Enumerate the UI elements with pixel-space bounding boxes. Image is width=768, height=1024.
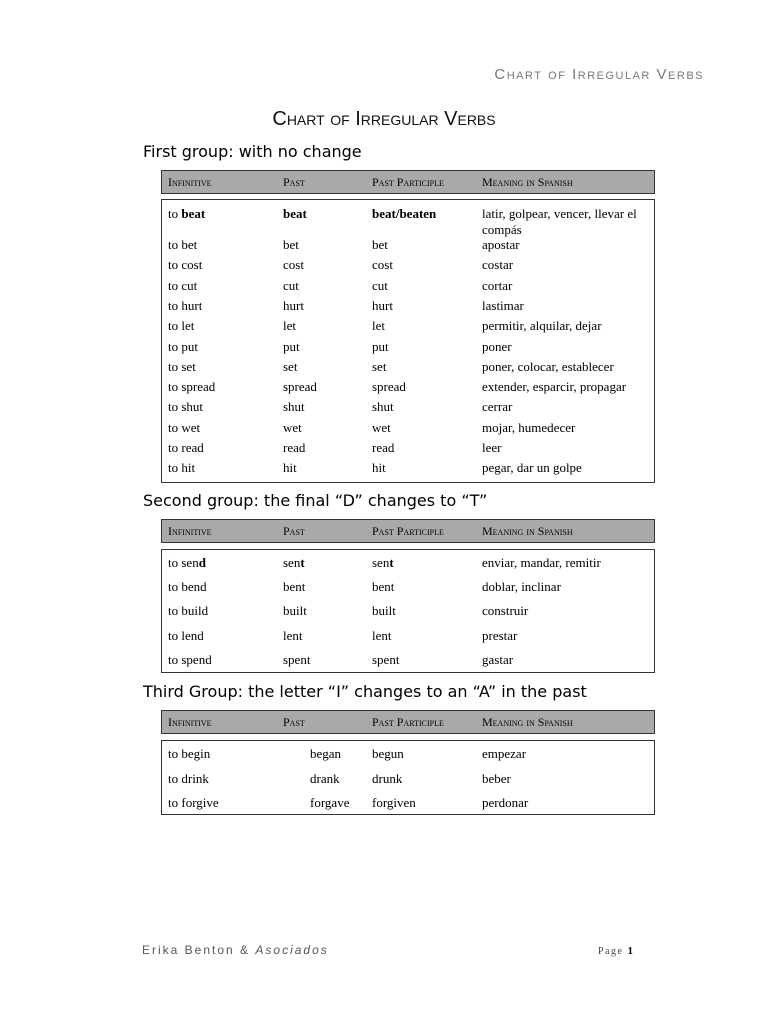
cell-past-participle: spent bbox=[372, 651, 400, 667]
table-row bbox=[162, 746, 654, 771]
infinitive-prefix: to bbox=[168, 419, 182, 435]
cell-past: built bbox=[283, 603, 307, 619]
cell-meaning: costar bbox=[482, 257, 514, 273]
infinitive-verb: build bbox=[181, 603, 209, 619]
footer-page bbox=[598, 945, 634, 957]
table-row bbox=[162, 579, 654, 603]
table-row bbox=[162, 795, 654, 820]
cell-meaning: poner bbox=[482, 338, 512, 354]
infinitive-prefix: to bbox=[168, 440, 182, 455]
cell-past: bet bbox=[283, 237, 299, 252]
cell-meaning: doblar, inclinar bbox=[482, 579, 561, 595]
cell-past-participle: hit bbox=[372, 460, 386, 476]
table-row bbox=[162, 460, 654, 480]
infinitive-prefix: to bbox=[168, 237, 182, 252]
table-row bbox=[162, 237, 654, 257]
cell-meaning: beber bbox=[482, 770, 511, 786]
cell-infinitive bbox=[168, 746, 210, 762]
cell-infinitive bbox=[168, 579, 207, 595]
cell-infinitive bbox=[168, 257, 202, 273]
infinitive-verb: cut bbox=[181, 277, 198, 293]
group-1-table bbox=[161, 199, 655, 483]
table-row bbox=[162, 278, 654, 298]
infinitive-verb: cost bbox=[181, 257, 203, 273]
table-row bbox=[162, 318, 654, 338]
infinitive-verb: read bbox=[181, 440, 204, 455]
infinitive-prefix: to bbox=[168, 579, 182, 595]
infinitive-prefix: to bbox=[168, 257, 182, 273]
cell-infinitive bbox=[168, 795, 219, 811]
cell-past-participle: spread bbox=[372, 379, 406, 395]
footer-page-label: Page bbox=[598, 946, 628, 957]
cell-past bbox=[283, 555, 305, 571]
cell-meaning: poner, colocar, establecer bbox=[482, 358, 614, 374]
cell-meaning: leer bbox=[482, 440, 502, 455]
cell-past: bent bbox=[283, 579, 306, 595]
infinitive-verb: begin bbox=[181, 746, 211, 761]
cell-infinitive bbox=[168, 237, 197, 253]
infinitive-verb: set bbox=[181, 358, 196, 374]
cell-meaning: perdonar bbox=[482, 795, 529, 810]
infinitive-verb: forgive bbox=[181, 795, 219, 810]
cell-infinitive bbox=[168, 298, 202, 314]
infinitive-prefix: to bbox=[168, 358, 182, 374]
cell-infinitive bbox=[168, 628, 204, 644]
cell-past: lent bbox=[283, 627, 303, 643]
cell-past-participle: put bbox=[372, 338, 389, 354]
cell-past: put bbox=[283, 338, 300, 354]
group-2-table bbox=[161, 549, 655, 673]
cell-past-participle: drunk bbox=[372, 770, 403, 786]
footer-company: Asociados bbox=[255, 943, 329, 957]
cell-past: let bbox=[283, 318, 296, 334]
infinitive-prefix: to bbox=[168, 206, 182, 221]
cell-infinitive bbox=[168, 460, 195, 476]
infinitive-verb: spread bbox=[181, 379, 216, 395]
footer-author bbox=[142, 943, 329, 957]
infinitive-prefix: to bbox=[168, 770, 182, 786]
header-past: Past bbox=[283, 175, 305, 189]
table-row bbox=[162, 257, 654, 277]
cell-infinitive bbox=[168, 399, 203, 415]
header-meaning: Meaning in Spanish bbox=[482, 524, 573, 538]
group-2-heading: Second group: the final “D” changes to “T” bbox=[143, 491, 488, 510]
infinitive-verb: hit bbox=[181, 460, 196, 476]
cell-past-participle: cut bbox=[372, 277, 388, 293]
infinitive-verb: bet bbox=[181, 237, 198, 252]
cell-past-participle: set bbox=[372, 358, 387, 374]
cell-past-participle: let bbox=[372, 318, 385, 334]
header-past: Past bbox=[283, 715, 305, 729]
cell-meaning: cortar bbox=[482, 277, 513, 293]
infinitive-prefix: to bbox=[168, 795, 182, 810]
footer-author-name: Erika Benton & bbox=[142, 943, 256, 957]
cell-meaning: apostar bbox=[482, 237, 520, 252]
past-stem: sen bbox=[283, 555, 301, 570]
header-infinitive: Infinitive bbox=[168, 715, 212, 729]
header-past-participle: Past Participle bbox=[372, 524, 444, 538]
cell-past: wet bbox=[283, 419, 302, 435]
group-3-table bbox=[161, 740, 655, 815]
cell-past-participle: bent bbox=[372, 579, 395, 595]
group-1-heading: First group: with no change bbox=[143, 142, 362, 161]
infinitive-prefix: to bbox=[168, 460, 182, 476]
infinitive-verb: let bbox=[181, 318, 195, 334]
table-row bbox=[162, 603, 654, 627]
cell-infinitive bbox=[168, 440, 204, 456]
cell-past-participle: built bbox=[372, 603, 396, 619]
cell-past: began bbox=[310, 746, 342, 761]
cell-meaning: pegar, dar un golpe bbox=[482, 460, 582, 476]
pp-stem: sen bbox=[372, 555, 390, 570]
cell-past: shut bbox=[283, 399, 305, 415]
infinitive-verb: beat bbox=[181, 206, 206, 221]
cell-meaning: permitir, alquilar, dejar bbox=[482, 318, 602, 334]
infinitive-verb: shut bbox=[181, 399, 204, 415]
cell-past: beat bbox=[283, 206, 307, 221]
cell-meaning: gastar bbox=[482, 651, 514, 667]
cell-past-participle: lent bbox=[372, 627, 392, 643]
infinitive-verb: d bbox=[198, 555, 206, 570]
table-row bbox=[162, 771, 654, 796]
header-meaning: Meaning in Spanish bbox=[482, 715, 573, 729]
cell-past: spent bbox=[283, 651, 311, 667]
cell-meaning: empezar bbox=[482, 746, 527, 761]
group-3-heading: Third Group: the letter “I” changes to an “A” in the past bbox=[143, 682, 587, 701]
cell-past: drank bbox=[310, 770, 340, 786]
infinitive-prefix: to bbox=[168, 746, 182, 761]
cell-meaning: mojar, humedecer bbox=[482, 419, 576, 435]
infinitive-prefix: to bbox=[168, 651, 182, 667]
infinitive-prefix: to bbox=[168, 338, 182, 354]
table-row bbox=[162, 379, 654, 399]
cell-infinitive bbox=[168, 771, 209, 787]
cell-infinitive bbox=[168, 339, 198, 355]
cell-meaning: prestar bbox=[482, 627, 518, 643]
header-past: Past bbox=[283, 524, 305, 538]
cell-meaning: cerrar bbox=[482, 399, 513, 415]
cell-infinitive bbox=[168, 420, 200, 436]
cell-past: hurt bbox=[283, 297, 304, 313]
group-3-table-header bbox=[161, 710, 655, 734]
document-title: Chart of Irregular Verbs bbox=[272, 108, 496, 130]
header-past-participle: Past Participle bbox=[372, 715, 444, 729]
cell-past: spread bbox=[283, 379, 317, 395]
infinitive-prefix: to sen bbox=[168, 555, 199, 570]
cell-infinitive bbox=[168, 318, 194, 334]
infinitive-verb: lend bbox=[181, 627, 204, 643]
infinitive-verb: put bbox=[181, 338, 198, 354]
cell-past: forgave bbox=[310, 795, 350, 810]
cell-infinitive bbox=[168, 359, 196, 375]
cell-past: cut bbox=[283, 277, 299, 293]
cell-past-participle: hurt bbox=[372, 297, 393, 313]
infinitive-verb: wet bbox=[181, 419, 201, 435]
infinitive-prefix: to bbox=[168, 277, 182, 293]
cell-past-participle: cost bbox=[372, 257, 393, 273]
table-row bbox=[162, 359, 654, 379]
header-meaning: Meaning in Spanish bbox=[482, 175, 573, 189]
table-row bbox=[162, 399, 654, 419]
cell-past-participle: read bbox=[372, 440, 395, 455]
table-row bbox=[162, 420, 654, 440]
table-row bbox=[162, 298, 654, 318]
cell-past-participle: wet bbox=[372, 419, 391, 435]
infinitive-verb: hurt bbox=[181, 297, 203, 313]
group-2-table-header bbox=[161, 519, 655, 543]
cell-meaning: enviar, mandar, remitir bbox=[482, 555, 601, 570]
cell-past-participle: begun bbox=[372, 746, 404, 761]
infinitive-prefix: to bbox=[168, 603, 182, 619]
infinitive-prefix: to bbox=[168, 627, 182, 643]
header-past-participle: Past Participle bbox=[372, 175, 444, 189]
cell-past-participle bbox=[372, 555, 394, 571]
infinitive-prefix: to bbox=[168, 318, 182, 334]
header-infinitive: Infinitive bbox=[168, 524, 212, 538]
cell-meaning: lastimar bbox=[482, 297, 524, 313]
cell-past: read bbox=[283, 440, 306, 455]
cell-infinitive bbox=[168, 603, 208, 619]
table-row bbox=[162, 628, 654, 652]
infinitive-prefix: to bbox=[168, 399, 182, 415]
infinitive-verb: spend bbox=[181, 651, 212, 667]
cell-past: hit bbox=[283, 460, 297, 476]
cell-past-participle: bet bbox=[372, 237, 388, 252]
pp-ending: t bbox=[389, 555, 394, 570]
cell-past-participle: forgiven bbox=[372, 795, 416, 810]
cell-past: cost bbox=[283, 257, 304, 273]
header-infinitive: Infinitive bbox=[168, 175, 212, 189]
running-head: Chart of Irregular Verbs bbox=[494, 66, 704, 83]
cell-past-participle: beat/beaten bbox=[372, 206, 437, 221]
table-row bbox=[162, 206, 654, 237]
infinitive-verb: drink bbox=[181, 770, 209, 786]
infinitive-prefix: to bbox=[168, 297, 182, 313]
cell-past-participle: shut bbox=[372, 399, 394, 415]
group-1-table-header bbox=[161, 170, 655, 194]
cell-infinitive bbox=[168, 379, 215, 395]
table-row bbox=[162, 339, 654, 359]
table-row bbox=[162, 440, 654, 460]
cell-meaning: construir bbox=[482, 603, 529, 619]
cell-infinitive bbox=[168, 206, 205, 222]
table-row bbox=[162, 652, 654, 676]
cell-meaning: latir, golpear, vencer, llevar el compás bbox=[482, 206, 637, 237]
cell-past: set bbox=[283, 358, 298, 374]
infinitive-verb: bend bbox=[181, 579, 207, 595]
infinitive-prefix: to bbox=[168, 379, 182, 395]
cell-infinitive bbox=[168, 652, 212, 668]
cell-infinitive bbox=[168, 278, 197, 294]
past-ending: t bbox=[300, 555, 305, 570]
page-number: 1 bbox=[627, 945, 635, 957]
cell-meaning: extender, esparcir, propagar bbox=[482, 379, 627, 395]
table-row bbox=[162, 555, 654, 579]
cell-infinitive bbox=[168, 555, 206, 571]
